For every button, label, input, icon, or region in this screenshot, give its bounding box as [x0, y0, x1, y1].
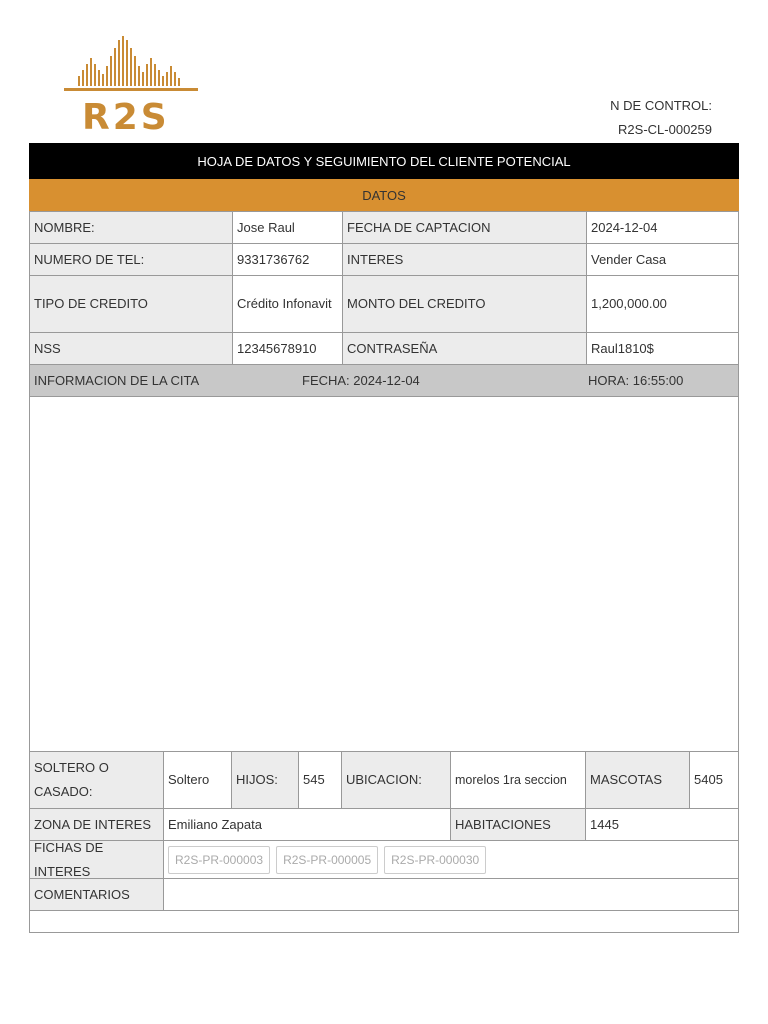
estado-civil-value: Soltero — [164, 752, 232, 808]
zona-interes-label: ZONA DE INTERES — [30, 809, 164, 840]
estado-civil-label: SOLTERO O CASADO: — [30, 752, 164, 808]
comentarios-label: COMENTARIOS — [30, 879, 164, 910]
ficha-chip[interactable]: R2S-PR-000005 — [276, 846, 378, 874]
hijos-value: 545 — [299, 752, 342, 808]
row-nss — [29, 333, 739, 365]
row-estado-civil — [29, 752, 739, 809]
building-skyline-icon — [64, 34, 198, 98]
fecha-captacion-label: FECHA DE CAPTACION — [343, 212, 587, 243]
cita-info-bar — [29, 365, 739, 397]
nss-label: NSS — [30, 333, 233, 364]
fecha-captacion-value: 2024-12-04 — [587, 212, 738, 243]
table-footer-row — [29, 911, 739, 933]
mascotas-value: 5405 — [690, 752, 738, 808]
logo-text: R2S — [82, 97, 170, 138]
monto-credito-label: MONTO DEL CREDITO — [343, 276, 587, 332]
telefono-label: NUMERO DE TEL: — [30, 244, 233, 275]
cita-label: INFORMACION DE LA CITA — [34, 373, 200, 388]
row-credito — [29, 276, 739, 333]
habitaciones-label: HABITACIONES — [451, 809, 586, 840]
section-datos-header: DATOS — [29, 179, 739, 212]
cita-fecha: FECHA: 2024-12-04 — [302, 373, 420, 388]
row-fichas — [29, 841, 739, 879]
contrasena-value: Raul1810$ — [587, 333, 738, 364]
telefono-value: 9331736762 — [233, 244, 343, 275]
nss-value: 12345678910 — [233, 333, 343, 364]
zona-interes-value: Emiliano Zapata — [164, 809, 451, 840]
tipo-credito-label: TIPO DE CREDITO — [30, 276, 233, 332]
row-nombre — [29, 212, 739, 244]
control-number-block — [610, 94, 712, 142]
client-data-sheet — [29, 143, 739, 933]
fichas-label: FICHAS DE INTERES — [30, 841, 164, 878]
row-comentarios — [29, 879, 739, 911]
nombre-label: NOMBRE: — [30, 212, 233, 243]
monto-credito-value: 1,200,000.00 — [587, 276, 738, 332]
control-number: R2S-CL-000259 — [618, 122, 712, 137]
contrasena-label: CONTRASEÑA — [343, 333, 587, 364]
cita-hora: HORA: 16:55:00 — [588, 373, 684, 388]
fichas-list — [164, 841, 738, 878]
cita-details-area — [29, 397, 739, 752]
nombre-value: Jose Raul — [233, 212, 343, 243]
control-label: N DE CONTROL: — [610, 98, 712, 113]
hijos-label: HIJOS: — [232, 752, 299, 808]
ficha-chip[interactable]: R2S-PR-000030 — [384, 846, 486, 874]
ubicacion-label: UBICACION: — [342, 752, 451, 808]
mascotas-label: MASCOTAS — [586, 752, 690, 808]
comentarios-value[interactable] — [164, 879, 738, 910]
sheet-title: HOJA DE DATOS Y SEGUIMIENTO DEL CLIENTE POTENCIAL — [29, 143, 739, 179]
interes-label: INTERES — [343, 244, 587, 275]
ficha-chip[interactable]: R2S-PR-000003 — [168, 846, 270, 874]
tipo-credito-value: Crédito Infonavit — [233, 276, 343, 332]
row-telefono — [29, 244, 739, 276]
interes-value: Vender Casa — [587, 244, 738, 275]
ubicacion-value: morelos 1ra seccion — [451, 752, 586, 808]
habitaciones-value: 1445 — [586, 809, 738, 840]
